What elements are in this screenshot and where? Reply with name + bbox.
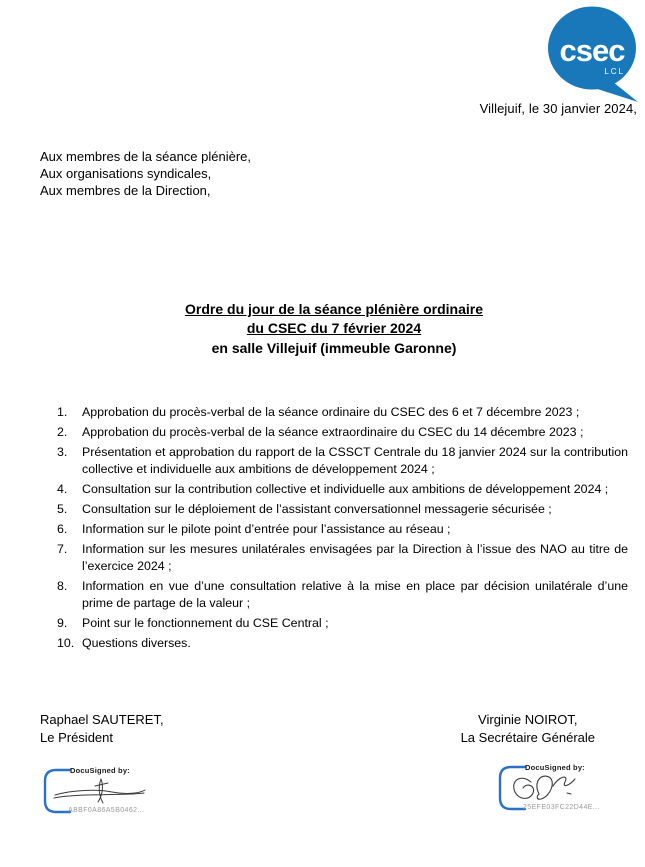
docusign-stamp-left (42, 765, 172, 823)
docusign-stamp-right (497, 762, 627, 820)
logo-subtext: LCL (604, 67, 625, 76)
signature-scribble-icon (52, 778, 148, 805)
docusign-id: ABBF0A86A5B0462... (68, 807, 145, 814)
title-line-3: en salle Villejuif (immeuble Garonne) (211, 339, 457, 356)
title-line-1: Ordre du jour de la séance plénière ordinaire (185, 301, 483, 317)
agenda-item: Information sur le pilote point d’entrée pour l’assistance au réseau ; (82, 522, 451, 536)
agenda-item: Point sur le fonctionnement du CSE Central ; (82, 616, 329, 630)
recipient-line: Aux organisations syndicales, (40, 165, 212, 181)
signature-scribble-icon (509, 772, 589, 806)
docusign-id: 25EFE03FC22D44E... (523, 804, 600, 811)
docusign-label: DocuSigned by: (525, 763, 585, 772)
docusign-label: DocuSigned by: (70, 766, 130, 775)
speech-bubble-icon (548, 6, 640, 104)
signatory-name: Raphael SAUTERET, (40, 712, 164, 727)
signatory-role: Le Président (40, 729, 113, 745)
signatory-name: Virginie NOIROT, (478, 712, 578, 727)
agenda-item: Consultation sur la contribution collective et individuelle aux ambitions de développement 2024 ; (82, 482, 609, 496)
recipient-line: Aux membres de la séance plénière, (40, 149, 252, 164)
logo-text: csec (559, 33, 625, 68)
date-line: Villejuif, le 30 janvier 2024, (479, 101, 637, 116)
recipients-block (40, 149, 251, 199)
signatory-role: La Secrétaire Générale (460, 729, 595, 745)
title-line-2: du CSEC du 7 février 2024 (246, 320, 422, 337)
recipient-line: Aux membres de la Direction, (40, 182, 211, 198)
agenda-item: Information sur les mesures unilatérales envisagées par la Direction à l’issue des NAO au titre de l’exercice 2024 ; (82, 542, 628, 573)
agenda-list (40, 404, 628, 652)
csec-logo (548, 6, 640, 104)
signatory-right (461, 711, 595, 746)
agenda-item: Approbation du procès-verbal de la séance extraordinaire du CSEC du 14 décembre 2023 ; (82, 425, 584, 439)
document-title (40, 300, 628, 358)
agenda-item: Questions diverses. (82, 636, 191, 650)
agenda-section (40, 404, 628, 655)
signatory-left (40, 711, 164, 746)
agenda-item: Approbation du procès-verbal de la séance ordinaire du CSEC des 6 et 7 décembre 2023 ; (82, 405, 580, 419)
agenda-item: Consultation sur le déploiement de l’assistant conversationnel messagerie sécurisée ; (82, 502, 552, 516)
agenda-item: Information en vue d’une consultation relative à la mise en place par décision unilatérale d’une prime de partage de la valeur ; (82, 579, 628, 610)
agenda-item: Présentation et approbation du rapport de la CSSCT Centrale du 18 janvier 2024 sur la contribution collective et individuelle aux ambitions de développement 2024 ; (82, 445, 628, 476)
